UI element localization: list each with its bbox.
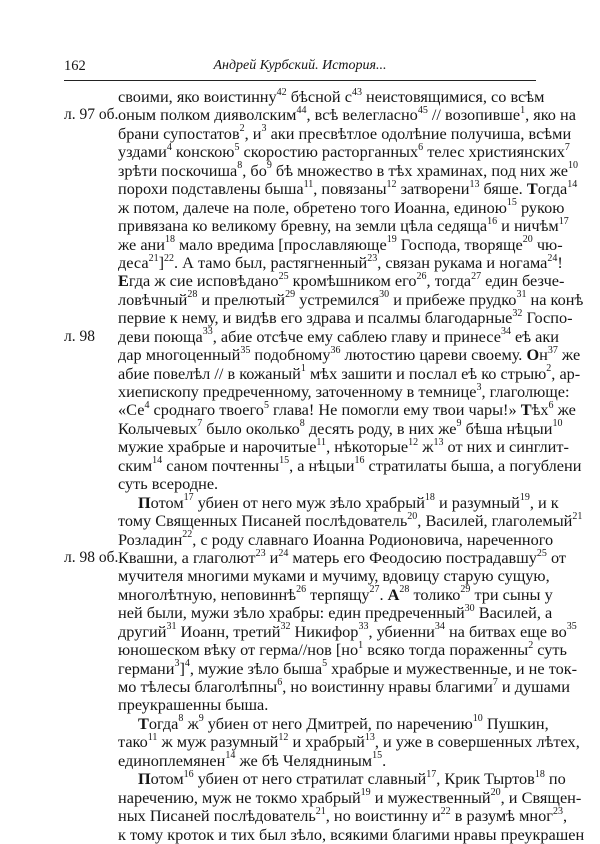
text-run: н: [539, 345, 548, 365]
text-run: матерь его Феодосию пострадавшу: [288, 547, 537, 567]
text-run: «Се: [118, 400, 145, 420]
text-line: [118, 566, 550, 586]
footnote-ref: 19: [519, 492, 530, 504]
initial-letter: Т: [520, 400, 532, 420]
text-line: [118, 621, 577, 641]
text-run: хиепископу предреченному, заточенному в темнице: [118, 382, 477, 401]
footnote-ref: 24: [547, 252, 558, 264]
text-run: и ничѣм: [497, 216, 559, 236]
text-run: и разумный: [434, 492, 520, 512]
footnote-ref: 24: [278, 547, 289, 559]
text-run: ж потом, далече на поле, обретено того Иоанна, единою: [118, 197, 507, 217]
text-run: терпящу: [306, 584, 370, 604]
text-line: [118, 584, 553, 604]
text-run: от них и синглит-: [443, 437, 569, 457]
text-run: Василей, а: [474, 603, 553, 623]
text-run: , и к: [529, 492, 559, 512]
text-run: огда: [148, 713, 179, 733]
text-run: бѣ множество в тѣх храминах, под них же: [271, 160, 568, 180]
text-run: Иоанн, третий: [176, 621, 281, 641]
text-run: , но воистинну и: [325, 806, 441, 826]
text-run: лютостию цареви своему.: [340, 345, 527, 365]
initial-letter: А: [387, 584, 400, 604]
footnote-ref: 20: [490, 787, 501, 799]
footnote-ref: 31: [166, 621, 177, 633]
text-run: и: [265, 547, 279, 567]
footnote-ref: 15: [372, 750, 383, 762]
footnote-ref: 33: [202, 326, 213, 338]
text-run: и прибеже прудко: [389, 289, 517, 309]
text-run: ,: [562, 806, 568, 826]
text-run: сроднаго твоего: [149, 400, 264, 420]
text-line: [118, 455, 582, 475]
footnote-ref: 17: [426, 768, 437, 780]
text-run: и мужественный: [370, 787, 491, 807]
footnote-ref: 23: [255, 547, 266, 559]
footnote-ref: 22: [182, 529, 193, 541]
footnote-ref: 4: [166, 141, 172, 153]
text-line: [118, 436, 569, 457]
text-run: наречению, муж не токмо храбрый: [118, 787, 361, 807]
text-run: своими, яко воистинну: [118, 87, 277, 106]
folio-marker: л. 98: [64, 327, 95, 345]
text-run: Пушкин,: [482, 713, 549, 733]
text-run: ловѣчный: [118, 289, 188, 309]
text-run: отом: [150, 492, 184, 512]
text-line: [118, 197, 565, 217]
text-run: , тогда: [426, 271, 472, 291]
text-run: .: [382, 750, 387, 770]
text-run: , но воистинну нравы благими: [282, 677, 493, 696]
text-run: абие повелѣл // в кожаный: [118, 363, 301, 383]
text-run: десять роду, в них же: [304, 418, 457, 438]
footnote-ref: 31: [516, 289, 527, 301]
footnote-ref: 1: [520, 105, 526, 117]
text-run: отом: [150, 769, 184, 789]
text-line: [118, 307, 573, 328]
text-run: , повязаны: [313, 179, 387, 199]
text-run: ским: [118, 455, 153, 475]
initial-letter: П: [138, 769, 151, 789]
footnote-ref: 16: [354, 455, 365, 467]
text-line: [118, 123, 572, 143]
text-run: , всѣ велегласно: [306, 105, 418, 125]
footnote-ref: 2: [528, 639, 534, 651]
text-run: ных Писаней послѣдователь: [118, 806, 316, 826]
footnote-ref: 18: [164, 234, 175, 246]
text-run: , и Священ-: [500, 787, 582, 807]
running-title: Андрей Курбский. История...: [213, 58, 387, 73]
text-run: деви поюща: [118, 326, 203, 346]
text-run: уздами: [118, 142, 167, 162]
text-line: [118, 713, 549, 733]
text-run: еѣ аки: [510, 326, 560, 346]
footnote-ref: 13: [469, 178, 480, 190]
footnote-ref: 7: [492, 676, 498, 688]
text-run: скоростию расторганных: [239, 142, 419, 162]
text-run: и прелютый: [197, 289, 286, 309]
text-run: , и уже в совершенных лѣтех,: [374, 732, 580, 752]
footnote-ref: 29: [460, 584, 471, 596]
text-run: оным полком дияволским: [118, 105, 297, 125]
footnote-ref: 2: [239, 123, 245, 135]
text-run: и храбрый: [288, 732, 365, 752]
footnote-ref: 34: [500, 326, 511, 338]
footnote-ref: 5: [234, 141, 240, 153]
text-line: [118, 547, 567, 567]
footnote-ref: 17: [183, 492, 194, 504]
footnote-ref: 36: [330, 344, 341, 356]
running-head: [64, 58, 536, 78]
text-run: германи: [118, 658, 175, 678]
footnote-ref: 8: [178, 713, 184, 725]
text-run: единоплемянен: [118, 750, 226, 770]
footnote-ref: 26: [416, 270, 427, 282]
initial-letter: Т: [526, 179, 538, 199]
footnote-ref: 11: [147, 731, 158, 743]
footnote-ref: 7: [564, 141, 570, 153]
footnote-ref: 18: [424, 492, 435, 504]
footnote-ref: 19: [386, 234, 397, 246]
footnote-ref: 13: [433, 436, 444, 448]
text-line: [118, 658, 578, 678]
text-run: огда: [537, 179, 568, 199]
footnote-ref: 9: [266, 160, 272, 172]
footnote-ref: 12: [386, 178, 397, 190]
footnote-ref: 19: [360, 787, 371, 799]
text-run: // возопивше: [427, 105, 521, 125]
footnote-ref: 20: [522, 234, 533, 246]
text-line: [118, 768, 566, 789]
text-run: деса: [118, 252, 149, 272]
footnote-ref: 27: [471, 270, 482, 282]
footnote-ref: 28: [187, 289, 198, 301]
footnote-ref: 3: [261, 123, 267, 135]
text-line: [118, 676, 570, 696]
text-run: привязана ко великому бревну, на земли цѣла седяща: [118, 216, 488, 236]
footnote-ref: 10: [552, 418, 563, 430]
text-run: ]: [179, 658, 185, 678]
text-line: [118, 160, 578, 180]
text-line: [118, 400, 576, 420]
text-line: [118, 270, 565, 291]
text-run: бяше.: [479, 179, 527, 199]
footnote-ref: 5: [263, 400, 269, 412]
text-line: [118, 105, 576, 125]
text-run: первие к нему, и видѣв его здрава и псалмы благодарные: [118, 308, 513, 328]
footnote-ref: 26: [296, 584, 307, 596]
footnote-ref: 4: [144, 400, 150, 412]
text-run: другий: [118, 621, 167, 641]
text-line: [118, 824, 585, 844]
text-run: мужие храбрые и нарочитые: [118, 437, 317, 457]
text-run: Колычевых: [118, 418, 198, 438]
text-run: чю-: [532, 234, 563, 254]
text-run: мучителя многими муками и мучиму, вдовицу старую сущую,: [118, 566, 550, 586]
footnote-ref: 2: [546, 363, 552, 375]
text-run: тому Священных Писаней послѣдователь: [118, 511, 408, 531]
text-run: , с роду славнаго Иоанна Родионовича, нареченного: [192, 529, 554, 549]
text-run: саном почтенны: [162, 455, 280, 475]
text-run: три сыны у: [470, 584, 553, 604]
text-run: по: [544, 769, 566, 789]
text-run: !: [557, 252, 563, 272]
text-run: ]: [158, 252, 164, 272]
footnote-ref: 1: [358, 639, 364, 651]
text-run: ѣх: [531, 400, 549, 420]
footnote-ref: 32: [280, 621, 291, 633]
footnote-ref: 10: [472, 713, 483, 725]
text-run: , Василей, глаголемый: [417, 511, 573, 531]
footnote-ref: 30: [464, 602, 475, 614]
footnote-ref: 15: [506, 197, 517, 209]
footnote-ref: 34: [434, 621, 445, 633]
text-run: , абие отсѣче ему саблею главу и принесе: [212, 326, 501, 346]
text-run: неистовящимися, со всѣм: [361, 87, 545, 106]
footnote-ref: 8: [299, 418, 305, 430]
text-run: в разумѣ мног: [450, 806, 553, 826]
text-run: ж: [418, 437, 434, 457]
text-line: [118, 363, 581, 383]
footnote-ref: 30: [379, 289, 390, 301]
footnote-ref: 11: [303, 178, 314, 190]
footnote-ref: 14: [225, 750, 236, 762]
text-line: [118, 787, 582, 807]
footnote-ref: 29: [285, 289, 296, 301]
text-run: устремился: [295, 289, 380, 309]
text-run: было околько: [202, 418, 300, 438]
footnote-ref: 15: [279, 455, 290, 467]
footnote-ref: 14: [567, 178, 578, 190]
footnote-ref: 16: [183, 768, 194, 780]
footnote-ref: 12: [278, 731, 289, 743]
footnote-ref: 14: [152, 455, 163, 467]
initial-letter: П: [138, 492, 151, 512]
text-run: кромѣшником его: [288, 271, 417, 291]
text-run: же: [557, 345, 581, 365]
text-run: на битвах еще во: [444, 621, 567, 641]
text-run: юношеском вѣку от герма//нов [но: [118, 640, 359, 660]
text-run: на конѣ: [526, 289, 584, 309]
text-line: [118, 289, 584, 309]
text-run: бѣша нѣцыи: [461, 418, 553, 438]
footnote-ref: 43: [351, 86, 362, 98]
initial-letter: Е: [118, 271, 129, 291]
footnote-ref: 42: [276, 86, 287, 98]
footnote-ref: 28: [399, 584, 410, 596]
footnote-ref: 13: [364, 731, 375, 743]
text-run: храбрые и мужественные, и не ток-: [327, 658, 578, 678]
text-run: , нѣкоторые: [326, 437, 409, 457]
text-line: [118, 805, 568, 826]
text-line: [118, 510, 583, 531]
footnote-ref: 6: [277, 676, 283, 688]
text-line: [118, 178, 578, 199]
text-line: [118, 215, 569, 236]
footnote-ref: 12: [408, 436, 419, 448]
text-run: телес християнских: [423, 142, 565, 162]
footnote-ref: 25: [536, 547, 547, 559]
footnote-ref: 32: [512, 307, 523, 319]
text-line: [118, 326, 560, 346]
text-run: и душами: [497, 677, 570, 696]
footnote-ref: 6: [418, 141, 424, 153]
header-rule: [64, 80, 536, 81]
folio-marker: л. 97 об.: [64, 106, 119, 124]
initial-letter: Т: [138, 713, 149, 733]
text-run: бѣсной с: [286, 87, 352, 106]
text-run: Никифор: [290, 621, 359, 641]
body-text: [118, 86, 585, 844]
text-run: , а нѣцыи: [289, 455, 355, 475]
text-line: [118, 141, 570, 162]
text-run: же ани: [118, 234, 165, 254]
text-run: аки пресвѣтлое одолѣние получиша, всѣми: [266, 123, 572, 143]
footnote-ref: 3: [476, 381, 482, 393]
footnote-ref: 9: [456, 418, 462, 430]
text-run: брани супостатов: [118, 123, 240, 143]
text-line: [118, 475, 536, 493]
folio-marker: л. 98 об.: [64, 549, 119, 567]
footnote-ref: 35: [240, 344, 251, 356]
text-run: убиен от него стратилат славный: [193, 769, 427, 789]
text-run: , глаголюще:: [481, 382, 570, 401]
text-run: мѣх зашити и послал еѣ ко стрыю: [305, 363, 547, 383]
text-run: .: [379, 584, 388, 604]
text-line: [118, 752, 536, 770]
text-run: , Крик Тыртов: [436, 769, 535, 789]
text-line: [118, 731, 580, 752]
text-run: , мужие зѣло быша: [189, 658, 323, 678]
footnote-ref: 5: [322, 658, 328, 670]
text-run: Розладин: [118, 529, 183, 549]
text-run: гда ж сие исповѣдано: [128, 271, 279, 291]
footnote-ref: 23: [552, 805, 563, 817]
text-line: [118, 602, 553, 623]
text-line: [118, 344, 581, 365]
text-run: глава! Не помогли ему твои чары!»: [268, 400, 521, 420]
text-run: суть всеродне.: [118, 474, 219, 494]
text-run: Госпо-: [522, 308, 573, 328]
text-run: зрѣти поскочиша: [118, 160, 238, 180]
text-run: толико: [409, 584, 461, 604]
text-line: [118, 381, 570, 401]
footnote-ref: 25: [278, 270, 289, 282]
footnote-ref: 10: [567, 160, 578, 172]
text-line: [118, 492, 559, 512]
text-run: мо тѣлесы благолѣпны: [118, 677, 278, 696]
text-run: многолѣтную, неповиннѣ: [118, 584, 297, 604]
text-run: мало вредима [прославляюще: [174, 234, 387, 254]
text-line: [118, 418, 563, 438]
text-run: рукою: [516, 197, 565, 217]
text-run: всяко тогда пораженны: [363, 640, 529, 660]
text-run: дар многоценный: [118, 345, 241, 365]
footnote-ref: 9: [198, 713, 204, 725]
footnote-ref: 20: [407, 510, 418, 522]
text-line: [118, 529, 554, 549]
text-run: Господа, творяще: [396, 234, 523, 254]
footnote-ref: 1: [300, 363, 306, 375]
footnote-ref: 11: [316, 436, 327, 448]
text-run: , связан рукама и ногама: [377, 252, 548, 272]
page-number: 162: [64, 58, 86, 74]
text-run: , бо: [242, 160, 267, 180]
text-run: суть: [533, 640, 567, 660]
text-run: преукрашенны быша.: [118, 695, 269, 715]
footnote-ref: 37: [547, 344, 558, 356]
footnote-ref: 7: [197, 418, 203, 430]
text-line: [118, 252, 563, 272]
text-run: , и: [244, 123, 262, 143]
footnote-ref: 21: [148, 252, 159, 264]
footnote-ref: 22: [440, 805, 451, 817]
footnote-ref: 44: [296, 105, 307, 117]
text-run: един безче-: [481, 271, 565, 291]
footnote-ref: 35: [566, 621, 577, 633]
text-line: [118, 234, 563, 254]
text-line: [118, 639, 567, 660]
footnote-ref: 23: [367, 252, 378, 264]
footnote-ref: 27: [369, 584, 380, 596]
footnote-ref: 21: [572, 510, 583, 522]
footnote-ref: 21: [315, 805, 326, 817]
text-run: стратилаты быша, а погублени: [364, 455, 582, 475]
text-run: к тому кроток и тих был зѣло, всякими благими нравы преукрашен: [118, 824, 585, 844]
text-run: от: [546, 547, 567, 567]
text-run: , убиенни: [368, 621, 435, 641]
text-run: Квашни, а глаголют: [118, 547, 256, 567]
footnote-ref: 6: [548, 400, 554, 412]
footnote-ref: 8: [237, 160, 243, 172]
footnote-ref: 16: [487, 215, 498, 227]
text-run: тако: [118, 732, 148, 752]
text-run: порохи подставлены быша: [118, 179, 304, 199]
footnote-ref: 4: [184, 658, 190, 670]
text-line: [118, 86, 545, 106]
footnote-ref: 3: [174, 658, 180, 670]
footnote-ref: 22: [164, 252, 174, 264]
text-run: ж муж разумный: [157, 732, 279, 752]
text-run: ж: [183, 713, 199, 733]
text-run: затворени: [396, 179, 470, 199]
text-run: , ар-: [551, 363, 581, 383]
text-run: конскою: [171, 142, 235, 162]
text-run: же: [553, 400, 576, 420]
footnote-ref: 17: [558, 215, 569, 227]
footnote-ref: 33: [358, 621, 369, 633]
footnote-ref: 18: [534, 768, 545, 780]
text-run: же бѣ Челядниным: [235, 750, 373, 770]
text-run: убиен от него муж зѣло храбрый: [193, 492, 425, 512]
text-run: убиен от него Дмитрей, по наречению: [203, 713, 473, 733]
initial-letter: О: [526, 345, 540, 365]
text-run: , яко на: [525, 105, 576, 125]
text-run: ней были, мужи зѣло храбры: един предреченный: [118, 603, 465, 623]
text-run: подобному: [250, 345, 331, 365]
footnote-ref: 45: [417, 105, 428, 117]
text-run: . А тамо был, растягненный: [174, 252, 368, 272]
